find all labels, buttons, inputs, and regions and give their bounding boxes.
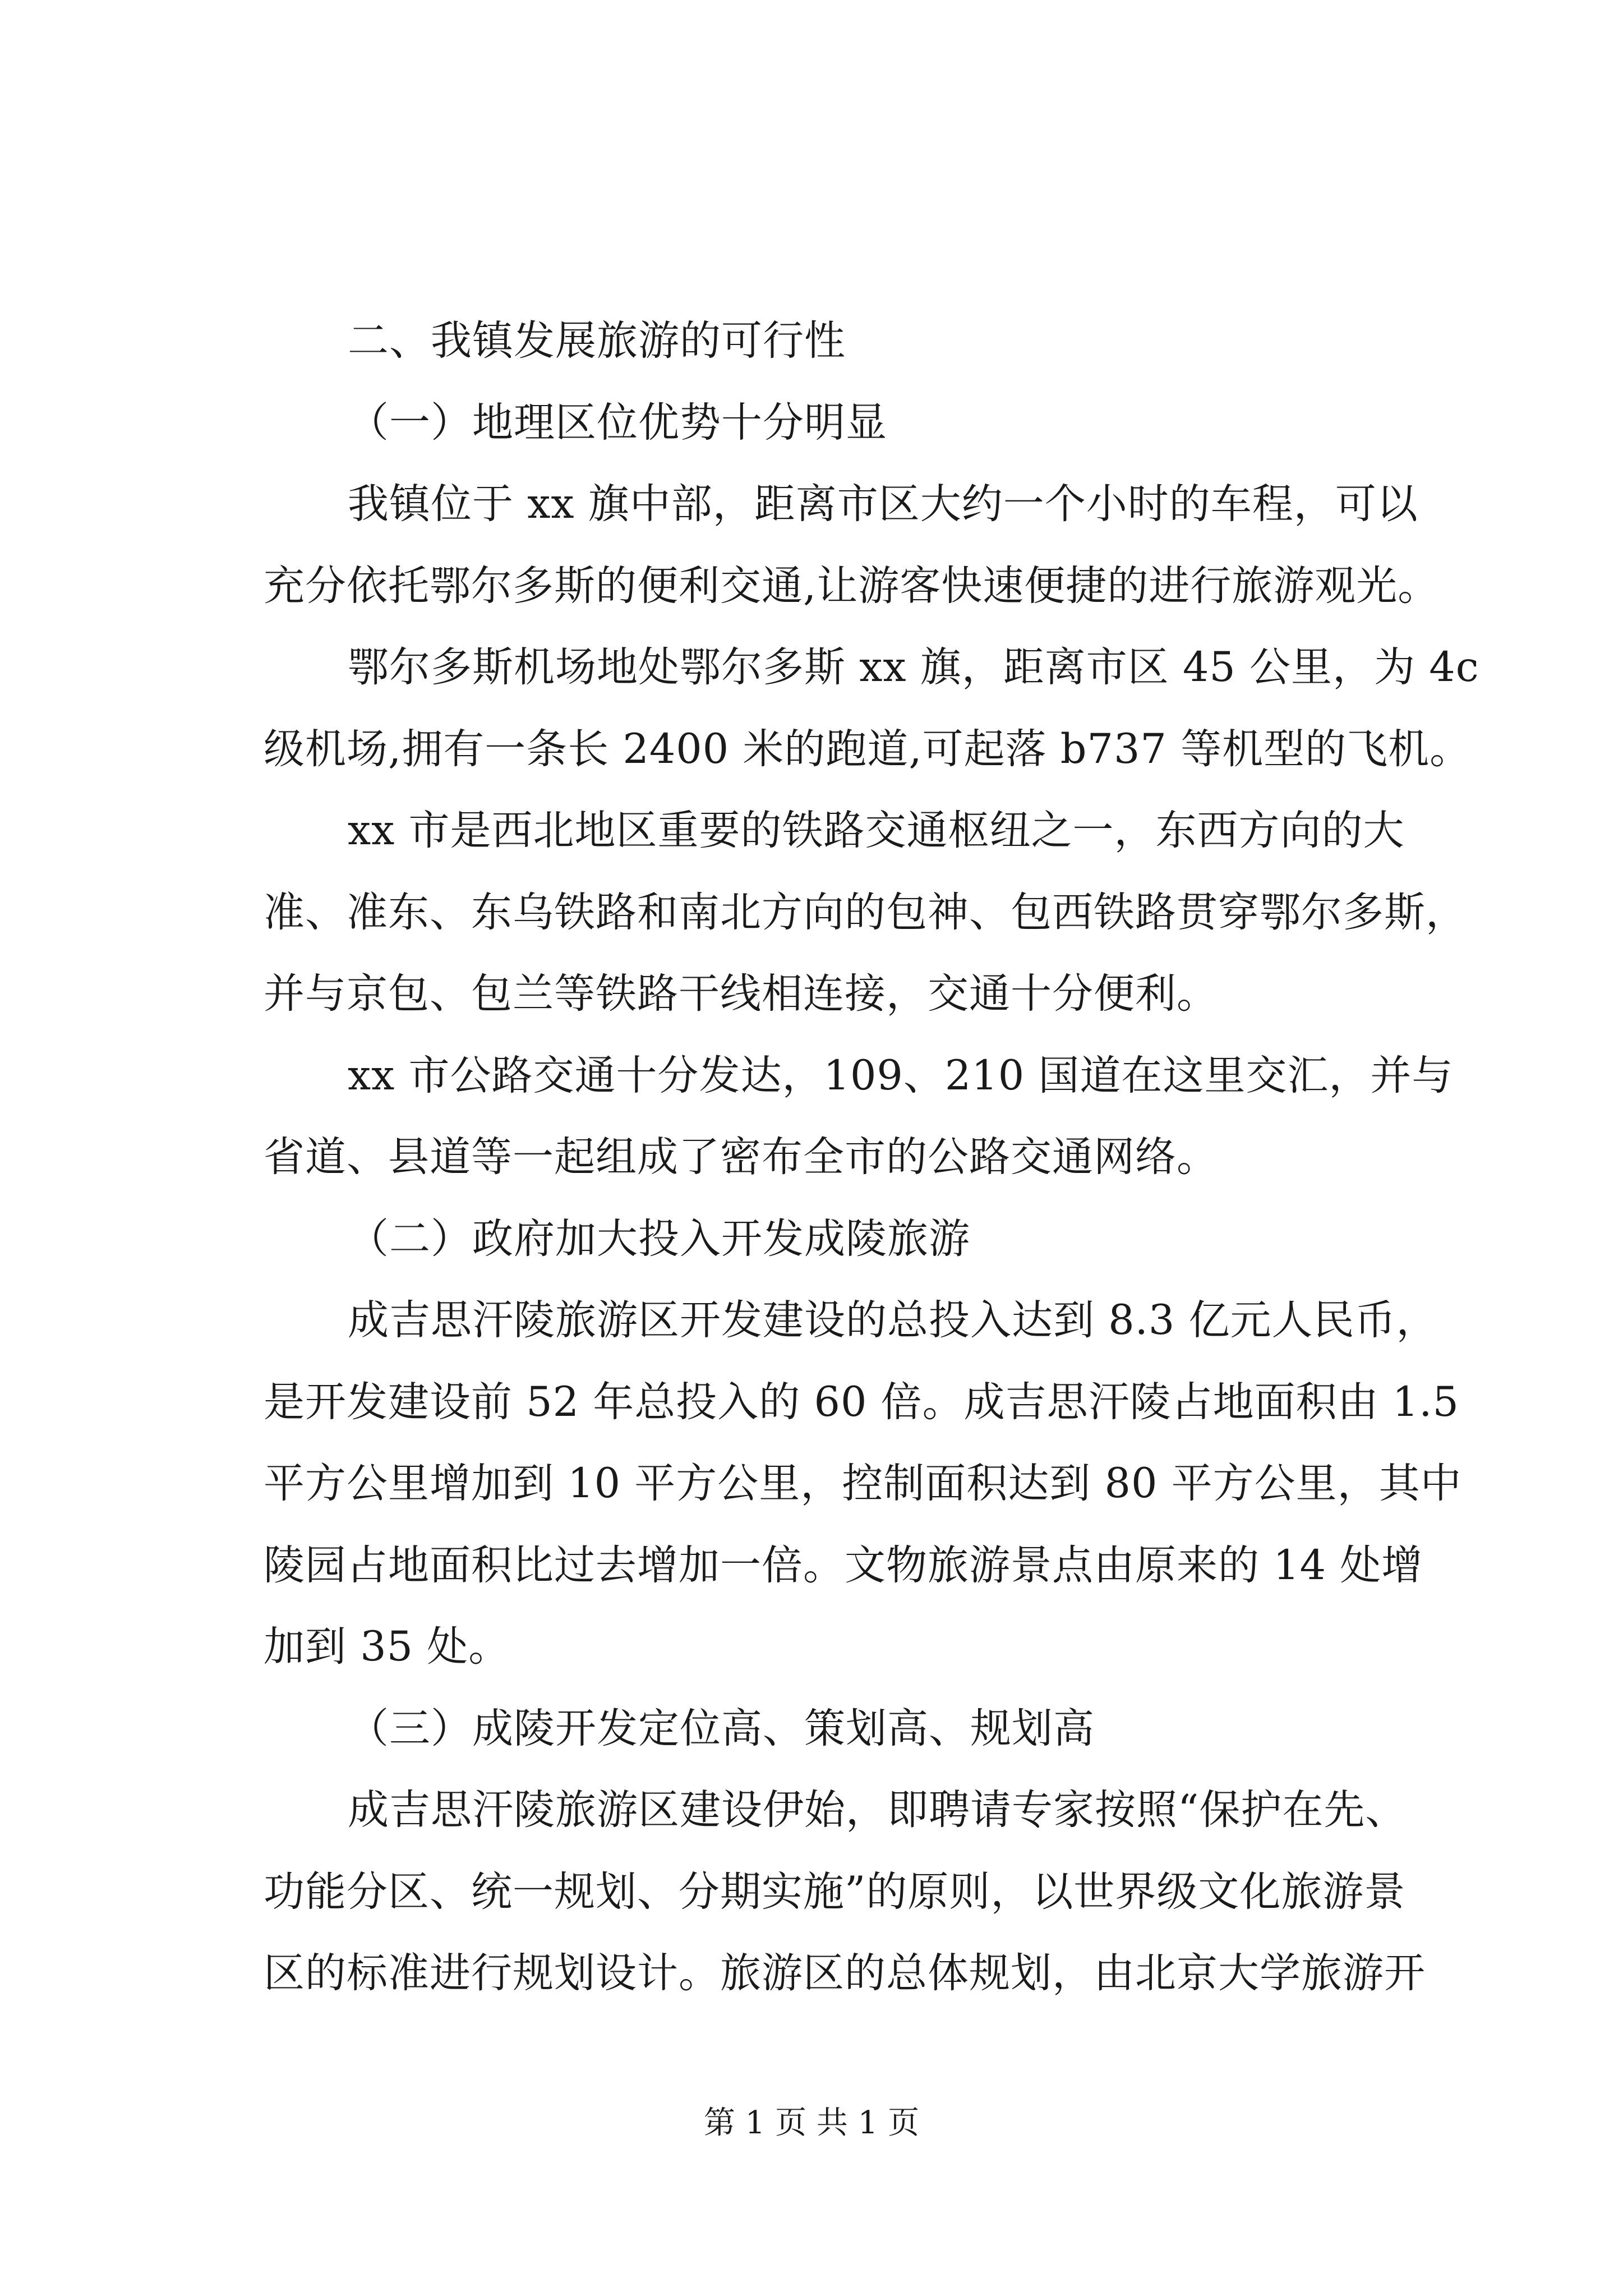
paragraph-line: 并与京包、包兰等铁路干线相连接，交通十分便利。 (264, 970, 1218, 1018)
page-number-footer: 第 1 页 共 1 页 (703, 2105, 920, 2141)
paragraph-line: 省道、县道等一起组成了密布全市的公路交通网络。 (264, 1133, 1218, 1181)
paragraph-line: 功能分区、统一规划、分期实施”的原则，以世界级文化旅游景 (264, 1867, 1406, 1916)
document-body (264, 300, 1479, 2014)
paragraph-line: 加到 35 处。 (264, 1623, 510, 1671)
paragraph-line: 是开发建设前 52 年总投入的 60 倍。成吉思汗陵占地面积由 1.5 (264, 1378, 1459, 1426)
subsection-heading: （二）政府加大投入开发成陵旅游 (348, 1214, 970, 1263)
paragraph-line: 成吉思汗陵旅游区建设伊始，即聘请专家按照“保护在先、 (348, 1786, 1407, 1834)
paragraph-line: 级机场,拥有一条长 2400 米的跑道,可起落 b737 等机型的飞机。 (264, 725, 1472, 773)
paragraph-line: 准、准东、东乌铁路和南北方向的包神、包西铁路贯穿鄂尔多斯， (264, 888, 1467, 936)
paragraph-line: 平方公里增加到 10 平方公里，控制面积达到 80 平方公里，其中 (264, 1460, 1462, 1507)
subsection-heading: （三）成陵开发定位高、策划高、规划高 (348, 1704, 1095, 1752)
paragraph-line: 区的标准进行规划设计。旅游区的总体规划，由北京大学旅游开 (264, 1949, 1426, 1997)
paragraph-line: 成吉思汗陵旅游区开发建设的总投入达到 8.3 亿元人民币， (348, 1296, 1438, 1344)
paragraph-line: 鄂尔多斯机场地处鄂尔多斯 xx 旗，距离市区 45 公里，为 4c (348, 643, 1479, 691)
paragraph-line: 充分依托鄂尔多斯的便利交通,让游客快速便捷的进行旅游观光。 (264, 562, 1440, 610)
paragraph-line: 陵园占地面积比过去增加一倍。文物旅游景点由原来的 14 处增 (264, 1541, 1423, 1589)
subsection-heading: （一）地理区位优势十分明显 (348, 398, 887, 447)
paragraph-line: xx 市是西北地区重要的铁路交通枢纽之一，东西方向的大 (348, 807, 1405, 854)
paragraph-line: 我镇位于 xx 旗中部，距离市区大约一个小时的车程，可以 (348, 480, 1418, 528)
section-heading: 二、我镇发展旅游的可行性 (348, 317, 846, 365)
paragraph-line: xx 市公路交通十分发达，109、210 国道在这里交汇，并与 (348, 1051, 1454, 1099)
